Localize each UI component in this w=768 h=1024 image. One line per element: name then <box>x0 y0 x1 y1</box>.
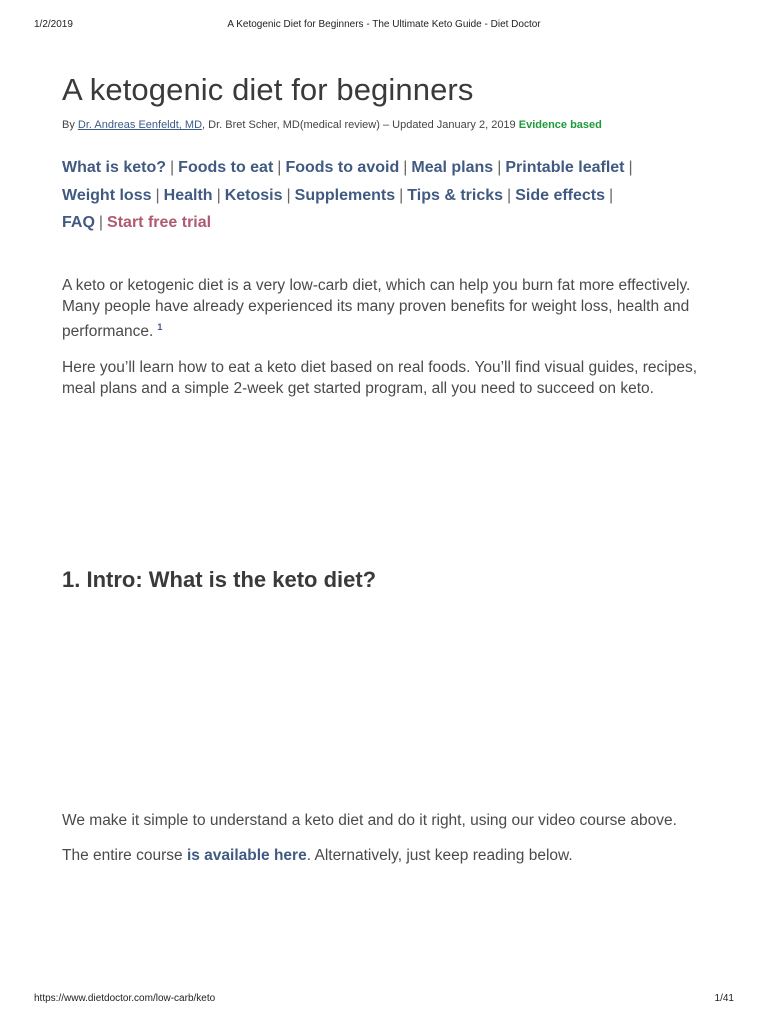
video-course-paragraph: We make it simple to understand a keto diet and do it right, using our video course above. <box>62 812 677 829</box>
toc-link-faq[interactable]: FAQ <box>62 214 95 231</box>
print-footer <box>34 993 734 1007</box>
toc-link-foods-to-eat[interactable]: Foods to eat <box>178 159 274 176</box>
intro-paragraph-2: Here you’ll learn how to eat a keto diet based on real foods. You’ll find visual guides, recipes, meal plans and a simple 2-week get started program, all you need to succeed on keto. <box>62 358 698 397</box>
toc-separator: | <box>286 186 291 204</box>
toc-link-foods-to-avoid[interactable]: Foods to avoid <box>285 159 400 176</box>
toc-separator: | <box>155 186 160 204</box>
section-intro-body <box>62 810 712 866</box>
toc-separator: | <box>98 214 104 231</box>
table-of-contents <box>62 154 712 237</box>
print-url: https://www.dietdoctor.com/low-carb/keto <box>34 993 216 1004</box>
print-date: 1/2/2019 <box>34 19 73 30</box>
toc-link-side-effects[interactable]: Side effects <box>515 186 606 204</box>
toc-separator: | <box>170 159 175 176</box>
toc-separator: | <box>609 186 614 204</box>
course-availability-paragraph <box>62 845 712 866</box>
toc-separator: | <box>507 186 512 204</box>
start-free-trial-link[interactable]: Start free trial <box>107 214 212 231</box>
toc-link-tips-tricks[interactable]: Tips & tricks <box>407 186 504 204</box>
intro-paragraph-1-text: A keto or ketogenic diet is a very low-carb diet, which can help you burn fat more effectively. Many people have already experienced its many proven benefits for weight loss, health and performance. <box>62 276 691 340</box>
toc-separator: | <box>216 186 221 204</box>
intro-paragraph-1 <box>62 275 712 342</box>
course-text-before: The entire course <box>62 847 187 864</box>
course-available-link[interactable]: is available here <box>186 847 307 864</box>
toc-link-ketosis[interactable]: Ketosis <box>224 186 283 204</box>
byline <box>62 118 712 132</box>
toc-link-weight-loss[interactable]: Weight loss <box>62 186 152 204</box>
course-text-after: . Alternatively, just keep reading below. <box>306 847 573 864</box>
toc-link-printable-leaflet[interactable]: Printable leaflet <box>505 159 625 176</box>
article-content <box>62 70 712 399</box>
toc-link-meal-plans[interactable]: Meal plans <box>411 159 494 176</box>
toc-separator: | <box>403 159 408 176</box>
toc-separator: | <box>628 159 633 176</box>
toc-separator: | <box>497 159 502 176</box>
byline-details: , Dr. Bret Scher, MD(medical review) – Updated January 2, 2019 <box>202 119 519 131</box>
toc-link-health[interactable]: Health <box>163 186 213 204</box>
print-page-title: A Ketogenic Diet for Beginners - The Ultimate Keto Guide - Diet Doctor <box>227 19 541 30</box>
page-title: A ketogenic diet for beginners <box>62 72 474 107</box>
byline-prefix: By <box>62 119 78 131</box>
page-number: 1/41 <box>714 993 734 1004</box>
toc-link-what-is-keto[interactable]: What is keto? <box>62 159 167 176</box>
toc-separator: | <box>399 186 404 204</box>
footnote-reference[interactable]: 1 <box>157 321 163 332</box>
evidence-based-badge[interactable]: Evidence based <box>518 119 602 131</box>
print-header <box>34 19 734 33</box>
toc-separator: | <box>277 159 282 176</box>
section-heading-intro: 1. Intro: What is the keto diet? <box>62 567 377 592</box>
toc-link-supplements[interactable]: Supplements <box>294 186 396 204</box>
author-link[interactable]: Dr. Andreas Eenfeldt, MD <box>77 119 203 131</box>
